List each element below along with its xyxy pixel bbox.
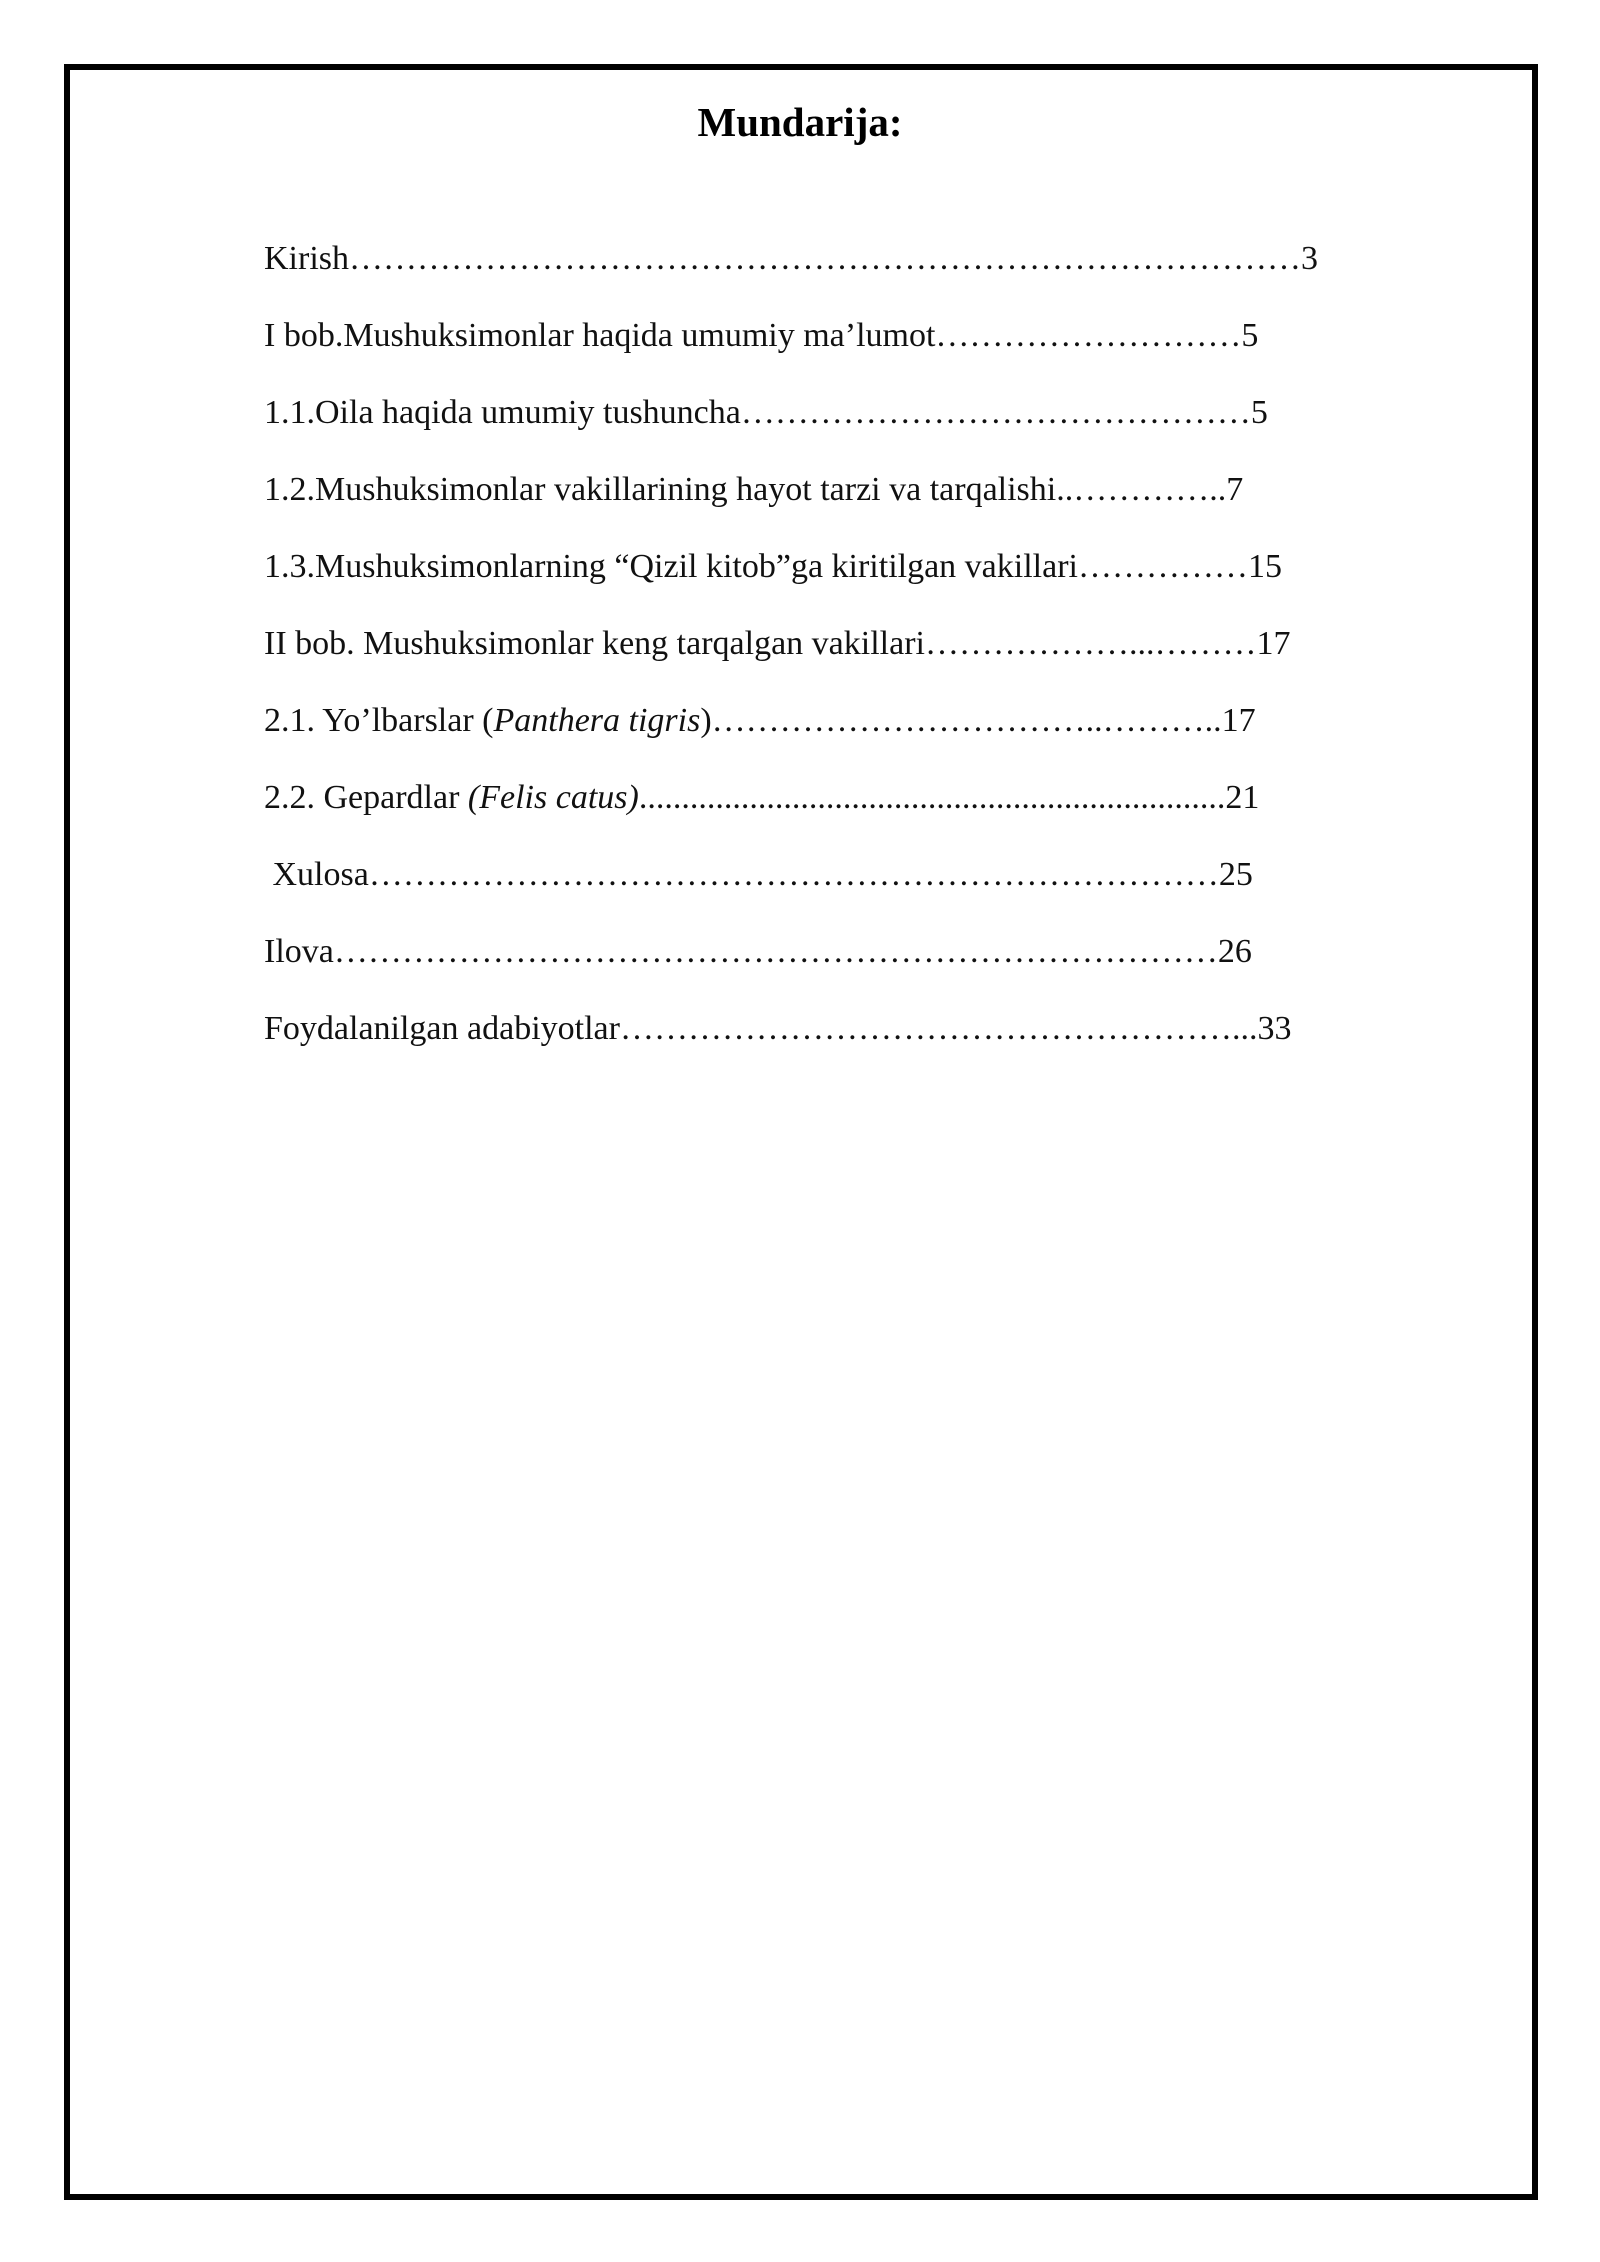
toc-entry-text: Kirish…………………………………………………………………………3 [264,240,1318,277]
toc-entry [230,172,1430,277]
toc-entry-text: )……………………………..………..17 [700,702,1256,739]
table-of-contents [230,172,1430,1047]
toc-entry-text: Ilova……………………………………………………………………26 [264,933,1252,970]
toc-entry-text: .....................................................................21 [638,779,1260,816]
toc-entry-latin-name: Panthera tigris [493,702,701,739]
toc-entry-text: Foydalanilgan adabiyotlar………………………………………………...33 [264,1010,1292,1047]
page-title: Mundarija: [697,99,903,145]
toc-entry-text: 2.1. Yo’lbarslar ( [264,702,494,739]
toc-entry-text: I bob.Mushuksimonlar haqida umumiy ma’lumot………………………5 [264,317,1259,354]
toc-entry-text: 1.2.Mushuksimonlar vakillarining hayot tarzi va tarqalishi..…………..7 [264,471,1244,508]
toc-entry-text: Xulosa…………………………………………………………………25 [264,856,1253,893]
toc-entry-text: 1.3.Mushuksimonlarning “Qizil kitob”ga kiritilgan vakillari……………15 [264,548,1282,585]
toc-entry-text: 2.2. Gepardlar [264,779,468,816]
toc-entry-latin-name: (Felis catus) [467,779,639,816]
toc-entry-text: II bob. Mushuksimonlar keng tarqalgan vakillari………………...………17 [264,625,1291,662]
toc-entry-text: 1.1.Oila haqida umumiy tushuncha………………………………………5 [264,394,1268,431]
